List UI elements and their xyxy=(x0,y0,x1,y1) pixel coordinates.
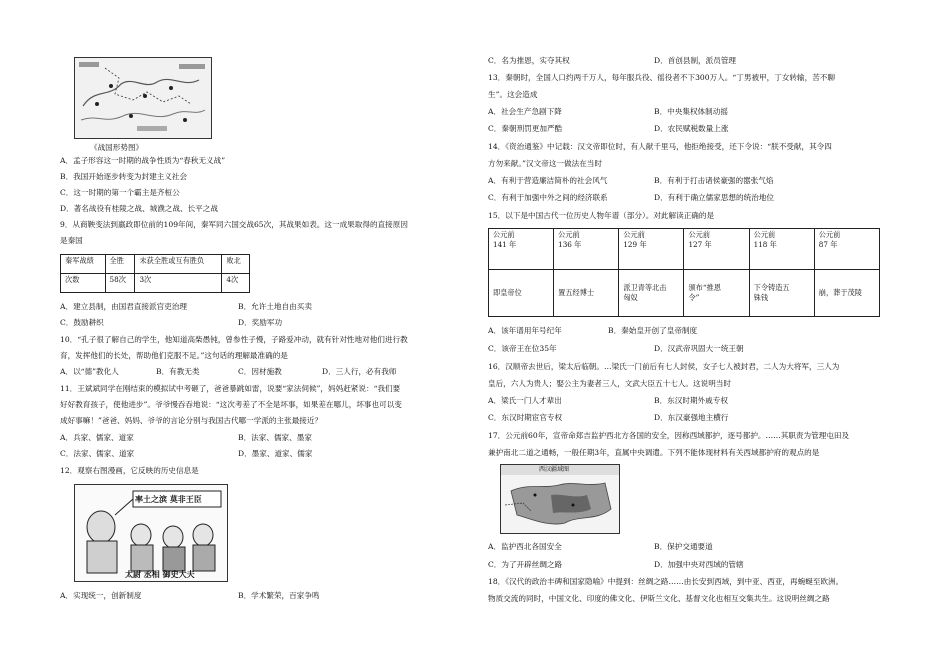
year-label: 公元前 xyxy=(688,230,711,239)
table-cell xyxy=(489,270,554,317)
q15-stem: 15．以下是中国古代一位历史人物年谱（部分）。对此解读正确的是 xyxy=(488,211,715,220)
q9-option-c: C．鼓励耕织 xyxy=(60,318,104,327)
table-cell: 秦军战绩 xyxy=(61,255,106,274)
q14-option-b: B．有利于打击诸侯豪强的嚣张气焰 xyxy=(654,176,774,185)
table-row xyxy=(489,270,880,317)
table-cell: 次数 xyxy=(61,274,106,293)
q17-option-d: D．加强中央对西域的管辖 xyxy=(654,560,744,569)
q11-option-b: B．法家、儒家、墨家 xyxy=(238,433,312,442)
q8-option-d: D．著名战役有桂陵之战、城濮之战、长平之战 xyxy=(60,204,218,213)
year-value: 141 年 xyxy=(493,240,517,249)
table-cell xyxy=(814,270,879,317)
year-value: 129 年 xyxy=(623,240,647,249)
event-text: 颁布“推恩 xyxy=(688,283,721,292)
table-cell xyxy=(619,229,684,270)
han-territory-map xyxy=(501,465,619,533)
q12-cartoon xyxy=(74,484,228,582)
year-label: 公元前 xyxy=(753,230,776,239)
q11-option-c: C．法家、儒家、道家 xyxy=(60,449,135,458)
q13-stem-line1: 13．秦朝时，全国人口约两千万人，每年服兵役、徭役者不下300万人。“丁男被甲，丁女转输，苦不聊 xyxy=(488,73,835,82)
q9-stem-line2: 是秦国 xyxy=(60,236,83,245)
event-text: 匈奴 xyxy=(623,293,638,302)
table-cell xyxy=(814,229,879,270)
table-cell: 4次 xyxy=(222,274,250,293)
table-row xyxy=(489,229,880,270)
table-cell xyxy=(684,229,749,270)
q13-option-d: D．农民赋税数量上涨 xyxy=(654,124,729,133)
map-caption: 《战国形势图》 xyxy=(90,143,144,152)
event-text: 令” xyxy=(688,293,700,302)
q13-stem-line2: 生”。这会造成 xyxy=(488,90,538,99)
q12-option-d: D．首创县制，派员管理 xyxy=(654,56,737,65)
table-cell xyxy=(489,229,554,270)
q15-option-d: D．汉武帝巩固大一统王朝 xyxy=(654,344,744,353)
q9-stem-line1: 9．从商鞅变法到嬴政即位前的109年间，秦军同六国交战65次，其战果如表。这一成果取得的直接原因 xyxy=(60,220,408,229)
event-text: 下令铸造五 xyxy=(753,283,790,292)
table-cell: 58次 xyxy=(105,274,135,293)
q16-option-a: A．梁氏一门人才辈出 xyxy=(488,396,562,405)
table-row xyxy=(61,274,250,293)
q18-stem-line2: 物质交流的同时，中国文化、印度的佛文化、伊斯兰文化、基督文化也相互交集共生。这说明丝绸之路 xyxy=(488,594,830,603)
table-cell xyxy=(749,229,814,270)
q16-option-b: B．东汉时期外戚专权 xyxy=(654,396,728,405)
cartoon-banner: 率土之滨 莫非王臣 xyxy=(135,494,202,504)
year-value: 118 年 xyxy=(753,240,777,249)
q10-option-d: D．三人行，必有我师 xyxy=(322,367,397,376)
q17-map xyxy=(500,464,620,534)
q10-option-c: C．因材施教 xyxy=(238,367,282,376)
year-label: 公元前 xyxy=(818,230,841,239)
q18-stem-line1: 18．《汉代的政治丰碑和国家隐喻》中提到：丝绸之路……由长安到西域，到中亚、西亚，再蜿蜒至欧洲。 xyxy=(488,577,844,586)
event-text: 铢钱 xyxy=(753,293,769,302)
year-value: 136 年 xyxy=(558,240,582,249)
year-label: 公元前 xyxy=(558,230,580,239)
q12-option-a: A．实现统一，创新制度 xyxy=(60,591,142,600)
event-text: 即皇帝位 xyxy=(493,288,522,297)
table-cell: 未获全胜或互有胜负 xyxy=(135,255,222,274)
q8-option-b: B．我国开始逐步转变为封建主义社会 xyxy=(60,172,188,181)
q11-stem-line1: 11．王斌斌同学在刚结束的模拟试中考砸了，爸爸暴跳如雷，说要“家法伺候”，妈妈赶紧说：“我们要 xyxy=(60,384,401,393)
q11-stem-line2: 好好教育孩子，使他进步”。爷爷慢吞吞地说：“这次考差了不全是坏事，如果差在哪儿，坏事也可以变 xyxy=(60,400,402,409)
q12-stem: 12．观察右图漫画，它反映的历史信息是 xyxy=(60,466,199,475)
q16-option-d: D．东汉豪强地主横行 xyxy=(654,413,729,422)
q10-option-b: B．有教无类 xyxy=(156,367,200,376)
table-cell xyxy=(554,229,619,270)
q12-option-b: B．学术繁荣，百家争鸣 xyxy=(238,591,320,600)
q17-map-title: 西汉疆域图 xyxy=(539,466,570,473)
warring-states-map xyxy=(74,57,212,139)
table-row xyxy=(61,255,250,274)
q9-option-b: B．允许土地自由买卖 xyxy=(238,302,312,311)
year-label: 公元前 xyxy=(493,230,515,239)
q9-results-table xyxy=(60,254,250,293)
q12-option-c: C．名为推恩，实夺其权 xyxy=(488,56,570,65)
year-value: 87 年 xyxy=(818,240,838,249)
q14-stem-line1: 14．《资治通鉴》中记载：汉文帝即位时，有人献千里马，他拒绝接受，还下令说：“朕不受献，其令四 xyxy=(488,142,832,151)
q14-option-d: D．有利于确立儒家思想的统治地位 xyxy=(654,193,774,202)
q10-stem-line1: 10．“孔子很了解自己的学生，他知道高柴愚钝，曾参性子慢，子路爱冲动，就有针对性地对他们进行教 xyxy=(60,335,408,344)
q15-option-a: A．该年谱用年号纪年 xyxy=(488,326,562,335)
table-cell: 3次 xyxy=(135,274,222,293)
q16-stem-line1: 16．汉顺帝去世后，梁太后临朝。…梁氏一门前后有七人封侯，女子七人被封君，二人为大将军，三人为 xyxy=(488,362,840,371)
q16-stem-line2: 皇后，六人为贵人；娶公主为妻者三人，文武大臣五十七人。这说明当时 xyxy=(488,379,731,388)
q17-stem-line1: 17．公元前60年，宣帝命郑吉监护西北方各国的安全，因称西域都护，逐号都护。……其职责为管理屯田及 xyxy=(488,431,850,440)
q11-stem-line3: 成好事嘛！”爸爸、妈妈、爷爷的言论分别与我国古代哪一学派的主张最接近？ xyxy=(60,416,323,425)
map-illustration xyxy=(75,58,211,138)
table-cell: 败北 xyxy=(222,255,250,274)
event-text: 置五经博士 xyxy=(558,288,595,297)
q10-option-a: A．以“德”教化人 xyxy=(60,367,119,376)
q13-option-c: C．秦朝刑罚更加严酷 xyxy=(488,124,563,133)
q14-stem-line2: 方勿来献。”汉文帝这一做法在当时 xyxy=(488,159,602,168)
q8-option-c: C．这一时期的第一个霸主是齐桓公 xyxy=(60,188,180,197)
q9-option-a: A．建立县制，由国君直接派官吏治理 xyxy=(60,302,187,311)
q13-option-b: B．中央集权体制动摇 xyxy=(654,107,728,116)
q8-option-a: A．孟子形容这一时期的战争性质为“春秋无义战” xyxy=(60,156,226,165)
event-text: 派卫青等北击 xyxy=(623,283,667,292)
q9-option-d: D．奖励军功 xyxy=(238,318,283,327)
q14-option-a: A．有利于营造廉洁简朴的社会风气 xyxy=(488,176,608,185)
table-cell xyxy=(554,270,619,317)
cartoon-bottom-labels: 太尉 丞相 御史大夫 xyxy=(125,569,195,579)
year-value: 127 年 xyxy=(688,240,712,249)
q14-option-c: C．有利于加强中外之间的经济联系 xyxy=(488,193,608,202)
q11-option-d: D．墨家、道家、儒家 xyxy=(238,449,313,458)
q13-option-a: A．社会生产急剧下降 xyxy=(488,107,562,116)
q16-option-c: C．东汉时期宦官专权 xyxy=(488,413,563,422)
table-cell: 全胜 xyxy=(105,255,135,274)
q11-option-a: A．兵家、儒家、道家 xyxy=(60,433,134,442)
table-cell xyxy=(749,270,814,317)
event-text: 崩，葬于茂陵 xyxy=(818,288,862,297)
q17-option-c: C．为了开辟丝绸之路 xyxy=(488,560,563,569)
q10-stem-line2: 育，发挥他们的长处，帮助他们克服不足。”这句话的理解最准确的是 xyxy=(60,351,288,360)
table-cell xyxy=(684,270,749,317)
q17-option-a: A．监护西北各国安全 xyxy=(488,542,562,551)
q17-option-b: B．保护交通要道 xyxy=(654,542,713,551)
q15-option-c: C．该帝王在位35年 xyxy=(488,344,557,353)
q15-chronology-table xyxy=(488,228,880,317)
year-label: 公元前 xyxy=(623,230,645,239)
q17-stem-line2: 兼护南北二道之通畅，一般任期3年，直属中央调遣。下列不能体现材料有关西域都护府的观点的是 xyxy=(488,448,820,457)
table-cell xyxy=(619,270,684,317)
q15-option-b: B．秦始皇开创了皇帝制度 xyxy=(608,326,698,335)
